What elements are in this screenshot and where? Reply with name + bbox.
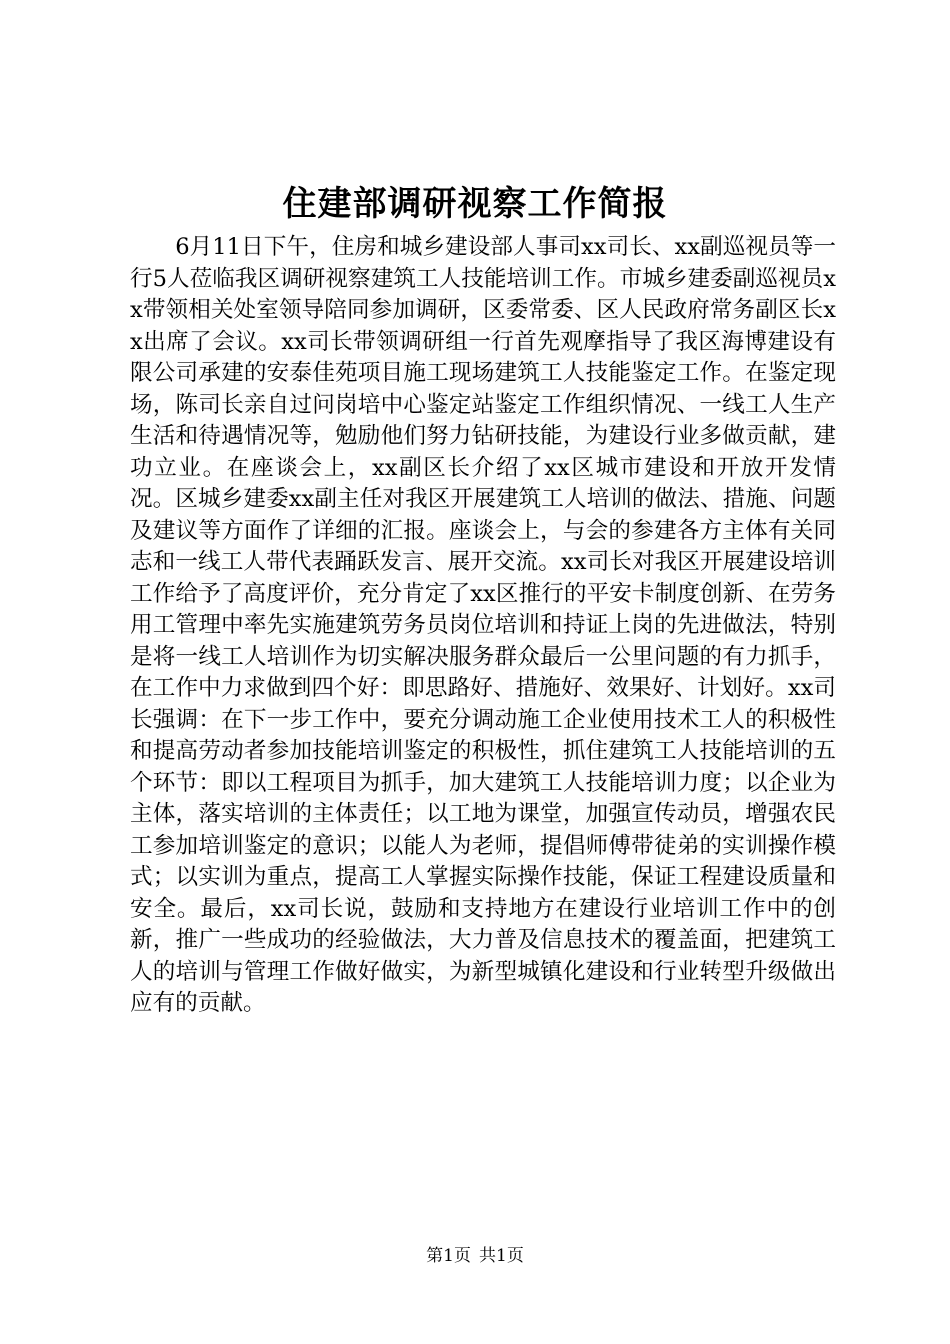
body-paragraph: 6月11日下午，住房和城乡建设部人事司xx司长、xx副巡视员等一行5人莅临我区调研视察建筑工人技能培训工作。市城乡建委副巡视员xx带领相关处室领导陪同参加调研，区委常委、区人民政府常务副区长xx出席了会议。xx司长带领调研组一行首先观摩指导了我区海博建设有限公司承建的安泰佳苑项目施工现场建筑工人技能鉴定工作。在鉴定现场，陈司长亲自过问岗培中心鉴定站鉴定工作组织情况、一线工人生产生活和待遇情况等，勉励他们努力钻研技能，为建设行业多做贡献，建功立业。在座谈会上，xx副区长介绍了xx区城市建设和开放开发情况。区城乡建委xx副主任对我区开展建筑工人培训的做法、措施、问题及建议等方面作了详细的汇报。座谈会上，与会的参建各方主体有关同志和一线工人带代表踊跃发言、展开交流。xx司长对我区开展建设培训工作给予了高度评价，充分肯定了xx区推行的平安卡制度创新、在劳务用工管理中率先实施建筑劳务员岗位培训和持证上岗的先进做法，特别是将一线工人培训作为切实解决服务群众最后一公里问题的有力抓手，在工作中力求做到四个好：即思路好、措施好、效果好、计划好。xx司长强调：在下一步工作中，要充分调动施工企业使用技术工人的积极性和提高劳动者参加技能培训鉴定的积极性，抓住建筑工人技能培训的五个环节：即以工程项目为抓手，加大建筑工人技能培训力度；以企业为主体，落实培训的主体责任；以工地为课堂，加强宣传动员，增强农民工参加培训鉴定的意识；以能人为老师，提倡师傅带徒弟的实训操作模式；以实训为重点，提高工人掌握实际操作技能，保证工程建设质量和安全。最后，xx司长说，鼓励和支持地方在建设行业培训工作中的创新，推广一些成功的经验做法，大力普及信息技术的覆盖面，把建筑工人的培训与管理工作做好做实，为新型城镇化建设和行业转型升级做出应有的贡献。 — [130, 234, 836, 1016]
page-number: 第1页 — [426, 1246, 471, 1266]
document-title: 住建部调研视察工作简报 — [282, 184, 668, 224]
page-footer — [0, 1244, 950, 1268]
page-total: 共1页 — [479, 1246, 524, 1266]
